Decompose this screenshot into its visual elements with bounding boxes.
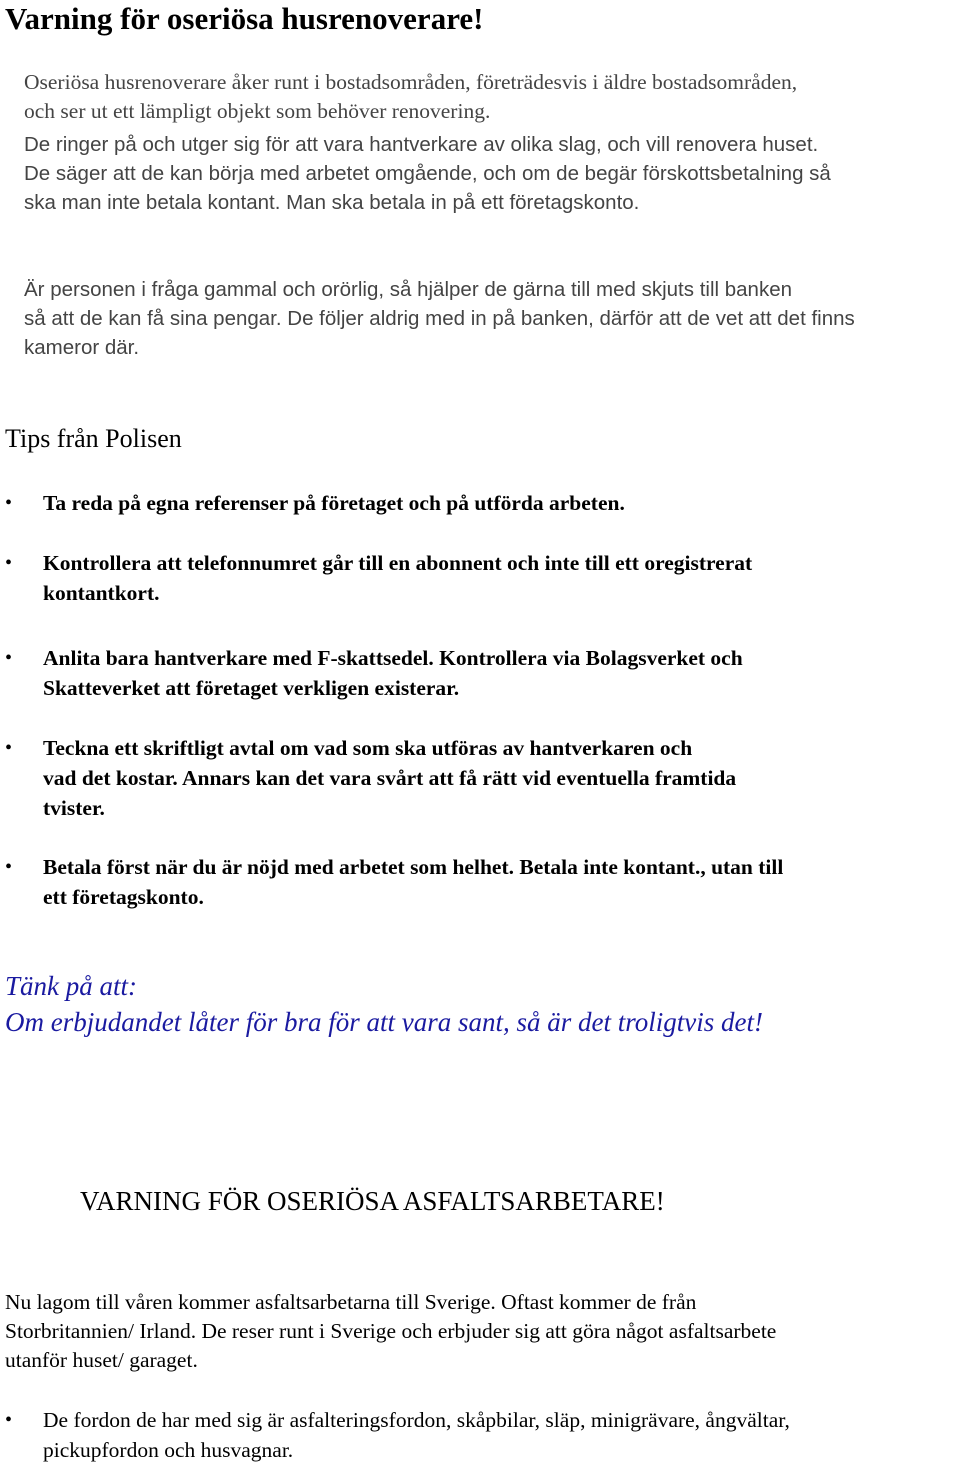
text-line: så att de kan få sina pengar. De följer aldrig med in på banken, därför att de vet att det finns bbox=[24, 307, 855, 330]
text-line: Oseriösa husrenoverare åker runt i bostadsområden, företrädesvis i äldre bostadsområden, bbox=[24, 70, 798, 94]
text-line: Nu lagom till våren kommer asfaltsarbetarna till Sverige. Oftast kommer de från bbox=[5, 1290, 697, 1314]
text-line: Teckna ett skriftligt avtal om vad som ska utföras av hantverkaren och bbox=[43, 736, 693, 760]
text-line: ska man inte betala kontant. Man ska betala in på ett företagskonto. bbox=[24, 191, 640, 214]
bullet-icon: • bbox=[5, 492, 13, 514]
bullet-icon: • bbox=[5, 856, 13, 878]
asphalt-heading: VARNING FÖR OSERIÖSA ASFALTSARBETARE! bbox=[80, 1186, 665, 1216]
bullet-icon: • bbox=[5, 737, 13, 759]
text-line: ett företagskonto. bbox=[43, 885, 204, 909]
tip-text bbox=[43, 852, 783, 912]
text-line: Anlita bara hantverkare med F-skattsedel. Kontrollera via Bolagsverket och bbox=[43, 646, 743, 670]
text-line: kontantkort. bbox=[43, 581, 160, 605]
text-line: vad det kostar. Annars kan det vara svårt att få rätt vid eventuella framtida bbox=[43, 766, 737, 790]
tip-text bbox=[43, 548, 752, 608]
text-line: pickupfordon och husvagnar. bbox=[43, 1438, 294, 1462]
text-line: Skatteverket att företaget verkligen existerar. bbox=[43, 676, 460, 700]
text-line: och ser ut ett lämpligt objekt som behöver renovering. bbox=[24, 99, 491, 123]
bullet-icon: • bbox=[5, 647, 13, 669]
text-line: Ta reda på egna referenser på företaget och på utförda arbeten. bbox=[43, 491, 625, 515]
text-line: kameror där. bbox=[24, 336, 140, 359]
bullet-icon: • bbox=[5, 552, 13, 574]
intro-paragraph-3 bbox=[24, 275, 960, 362]
tips-heading: Tips från Polisen bbox=[5, 424, 182, 453]
text-line: Storbritannien/ Irland. De reser runt i Sverige och erbjuder sig att göra något asfaltsarbete bbox=[5, 1319, 777, 1343]
page-title: Varning för oseriösa husrenoverare! bbox=[5, 1, 484, 36]
text-line: utanför huset/ garaget. bbox=[5, 1348, 198, 1372]
asphalt-paragraph bbox=[5, 1288, 960, 1375]
text-line: tvister. bbox=[43, 796, 105, 820]
text-line: Kontrollera att telefonnumret går till en abonnent och inte till ett oregistrerat bbox=[43, 551, 753, 575]
think-message: Om erbjudandet låter för bra för att vara sant, så är det troligtvis det! bbox=[5, 1007, 763, 1037]
tip-text bbox=[43, 488, 625, 518]
bullet-icon: • bbox=[5, 1409, 13, 1431]
bullet-text bbox=[43, 1405, 790, 1465]
think-heading: Tänk på att: bbox=[5, 971, 137, 1001]
text-line: De säger att de kan börja med arbetet omgående, och om de begär förskottsbetalning så bbox=[24, 162, 831, 185]
text-line: Är personen i fråga gammal och orörlig, så hjälper de gärna till med skjuts till banken bbox=[24, 278, 792, 301]
text-line: Betala först när du är nöjd med arbetet som helhet. Betala inte kontant., utan till bbox=[43, 855, 784, 879]
intro-paragraph-1 bbox=[24, 68, 960, 126]
text-line: De ringer på och utger sig för att vara hantverkare av olika slag, och vill renovera huset. bbox=[24, 133, 819, 156]
text-line: De fordon de har med sig är asfalteringsfordon, skåpbilar, släp, minigrävare, ångvältar, bbox=[43, 1408, 790, 1432]
tip-text bbox=[43, 643, 743, 703]
intro-paragraph-2 bbox=[24, 130, 960, 217]
tip-text bbox=[43, 733, 736, 823]
